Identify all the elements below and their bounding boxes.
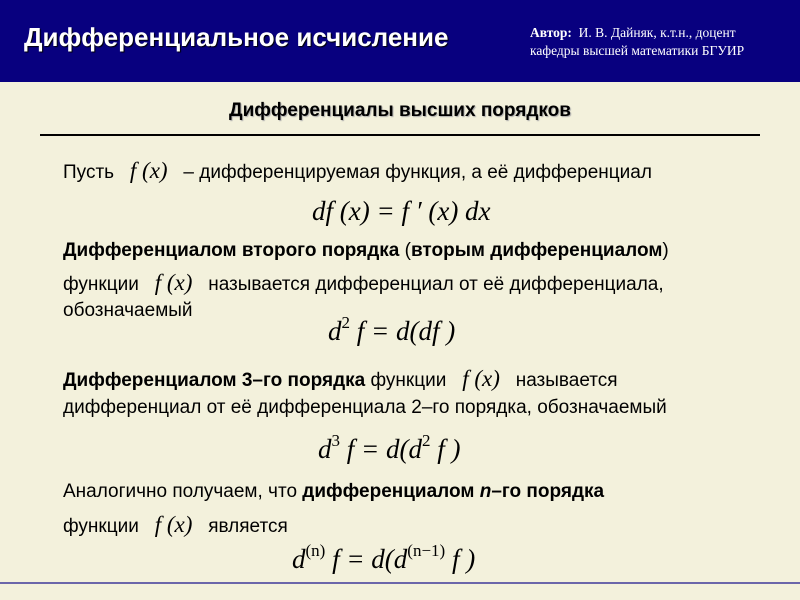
p4-text-before: Аналогично получаем, что <box>63 481 303 502</box>
p4-fx: f (x) <box>154 512 193 537</box>
paragraph-2-line-1 <box>63 240 669 262</box>
p4-functions-word: функции <box>63 516 139 537</box>
f4-exponent-2: (n−1) <box>407 541 446 560</box>
paragraph-3-line-2: дифференциал от её дифференциала 2–го порядка, обозначаемый <box>63 397 667 418</box>
p2-paren-close: ) <box>662 240 669 261</box>
formula-df: df (x) = f ′ (x) dx <box>312 196 491 226</box>
f4-exponent: (n) <box>305 541 326 560</box>
course-title: Дифференциальное исчисление <box>24 22 449 52</box>
f4-rest: f ) <box>445 544 476 574</box>
p4-bold-a: дифференциалом <box>302 481 480 502</box>
p3-fx: f (x) <box>462 366 500 391</box>
f3-mid: f = d(d <box>340 434 422 464</box>
paragraph-3-line-1 <box>63 366 618 392</box>
author-line-1: Автор: И. В. Дайняк, к.т.н., доцент <box>530 25 736 40</box>
paragraph-4-line-1 <box>63 481 604 503</box>
author-block <box>530 24 744 60</box>
f4-d: d <box>292 544 306 574</box>
p4-text-after: является <box>208 516 288 537</box>
p2-fx: f (x) <box>154 270 193 295</box>
p2-paren-open: ( <box>399 240 411 261</box>
author-line-2: кафедры высшей математики БГУИР <box>530 43 745 58</box>
p3-mid: функции <box>365 370 447 391</box>
paragraph-2-line-3: обозначаемый <box>63 300 193 321</box>
p1-fx: f (x) <box>129 158 168 183</box>
f3-exponent-2: 2 <box>421 431 431 450</box>
f3-d: d <box>318 434 332 464</box>
p4-bold-n: n <box>479 481 492 502</box>
f3-rest: f ) <box>430 434 461 464</box>
p3-text-after: называется <box>515 370 618 391</box>
formula-dnf <box>292 541 476 575</box>
formula-d2f <box>328 313 456 347</box>
p1-text-after: – дифференцируемая функция, а её дифференциал <box>183 162 652 183</box>
p2-bold-term: Дифференциалом второго порядка <box>63 240 400 261</box>
f2-exponent: 2 <box>341 313 350 332</box>
author-label: Автор <box>530 25 568 40</box>
paragraph-4-line-2 <box>63 512 288 538</box>
f4-mid: f = d(d <box>325 544 408 574</box>
header-bar <box>0 0 800 82</box>
p2-functions-word: функции <box>63 274 139 295</box>
p1-text-before: Пусть <box>63 162 115 183</box>
p3-bold-term: Дифференциалом 3–го порядка <box>63 370 366 391</box>
p2-text-after: называется дифференциал от её дифференциала, <box>208 274 664 295</box>
f2-d: d <box>328 316 342 346</box>
p2-bold-term-2: вторым дифференциалом <box>411 240 663 261</box>
formula-d3f <box>318 431 461 465</box>
footer-divider <box>0 582 800 584</box>
paragraph-2-line-2 <box>63 270 664 296</box>
p4-bold-b: –го порядка <box>491 481 605 502</box>
title-divider <box>40 134 760 136</box>
f2-rest: f = d(df ) <box>350 316 456 346</box>
slide-subtitle: Дифференциалы высших порядков <box>229 100 571 121</box>
paragraph-1-line <box>63 158 652 184</box>
f3-exponent: 3 <box>331 431 340 450</box>
author-name: И. В. Дайняк, к.т.н., доцент <box>578 25 736 40</box>
